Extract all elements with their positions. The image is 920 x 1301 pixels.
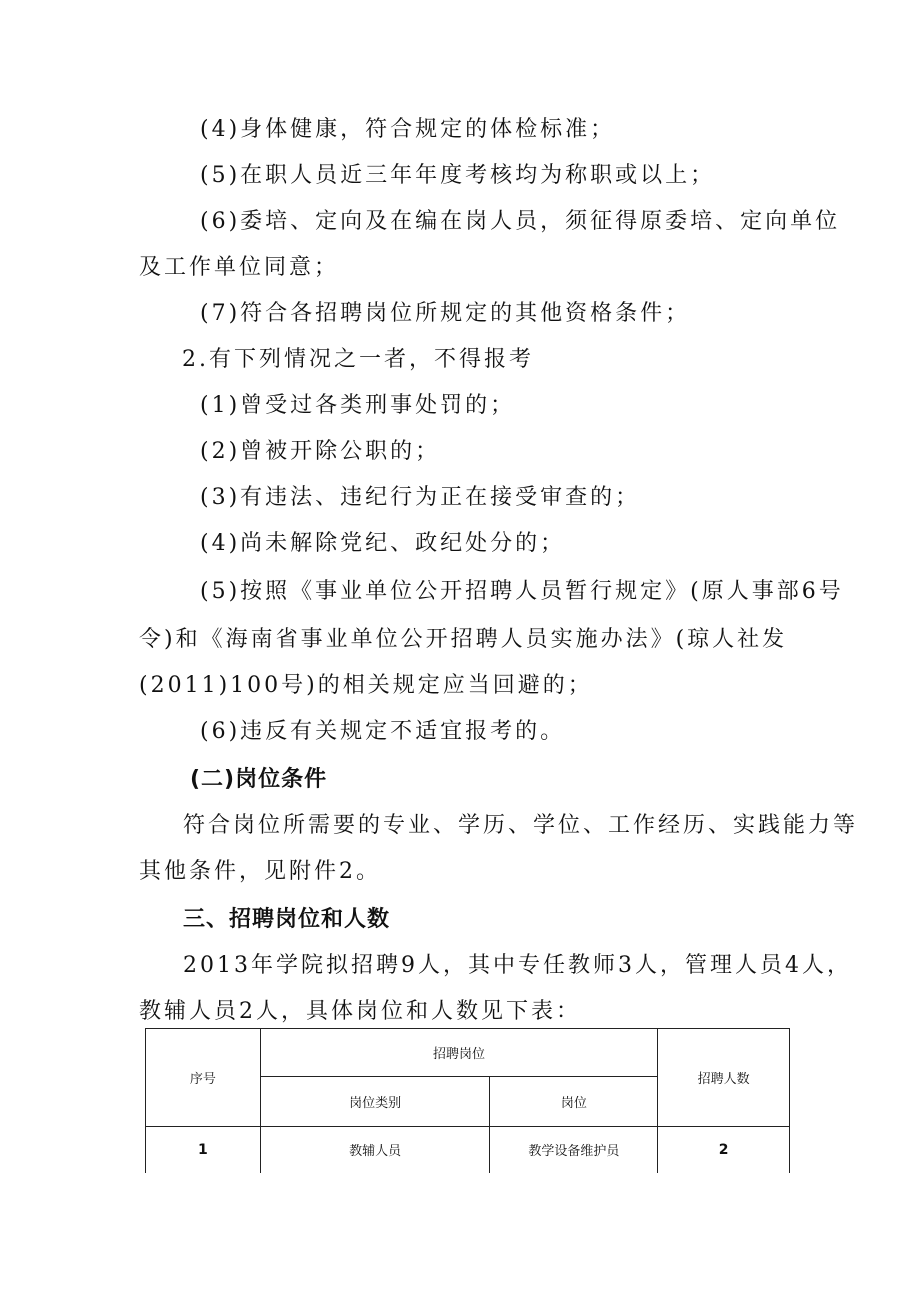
recruitment-table (145, 1028, 790, 1173)
text-line: (5)在职人员近三年年度考核均为称职或以上； (200, 163, 716, 188)
text-line: (4)身体健康，符合规定的体检标准； (200, 117, 616, 142)
table-row (146, 1127, 790, 1173)
header-category: 岗位类别 (260, 1077, 490, 1127)
text-line: (3)有违法、违纪行为正在接受审查的； (200, 485, 641, 510)
text-line: 其他条件，见附件2。 (139, 859, 381, 884)
section-heading: 三、招聘岗位和人数 (183, 907, 391, 932)
text-line: (2011)100号)的相关规定应当回避的； (139, 673, 593, 698)
text-line: (4)尚未解除党纪、政纪处分的； (200, 531, 566, 556)
header-seq: 序号 (146, 1029, 261, 1127)
cell-category: 教辅人员 (260, 1127, 490, 1173)
text-line: 及工作单位同意； (139, 255, 340, 280)
header-count: 招聘人数 (658, 1029, 790, 1127)
text-line: 2.有下列情况之一者，不得报考 (182, 347, 534, 372)
cell-position: 教学设备维护员 (490, 1127, 658, 1173)
text-line: (7)符合各招聘岗位所规定的其他资格条件； (200, 301, 691, 326)
text-line: 教辅人员2人，具体岗位和人数见下表： (139, 999, 581, 1024)
header-position-group: 招聘岗位 (260, 1029, 657, 1077)
cell-seq: 1 (146, 1127, 261, 1173)
text-line: (6)委培、定向及在编在岗人员，须征得原委培、定向单位 (200, 209, 841, 234)
section-heading: (二)岗位条件 (190, 767, 328, 792)
text-line: (5)按照《事业单位公开招聘人员暂行规定》(原人事部6号 (200, 579, 844, 604)
text-line: (6)违反有关规定不适宜报考的。 (200, 719, 566, 744)
text-line: 令)和《海南省事业单位公开招聘人员实施办法》(琼人社发 (139, 627, 788, 652)
text-line: 符合岗位所需要的专业、学历、学位、工作经历、实践能力等 (183, 813, 859, 838)
cell-count: 2 (658, 1127, 790, 1173)
header-position: 岗位 (490, 1077, 658, 1127)
text-line: (2)曾被开除公职的； (200, 439, 441, 464)
text-line: (1)曾受过各类刑事处罚的； (200, 393, 516, 418)
text-line: 2013年学院拟招聘9人，其中专任教师3人，管理人员4人， (183, 953, 852, 978)
